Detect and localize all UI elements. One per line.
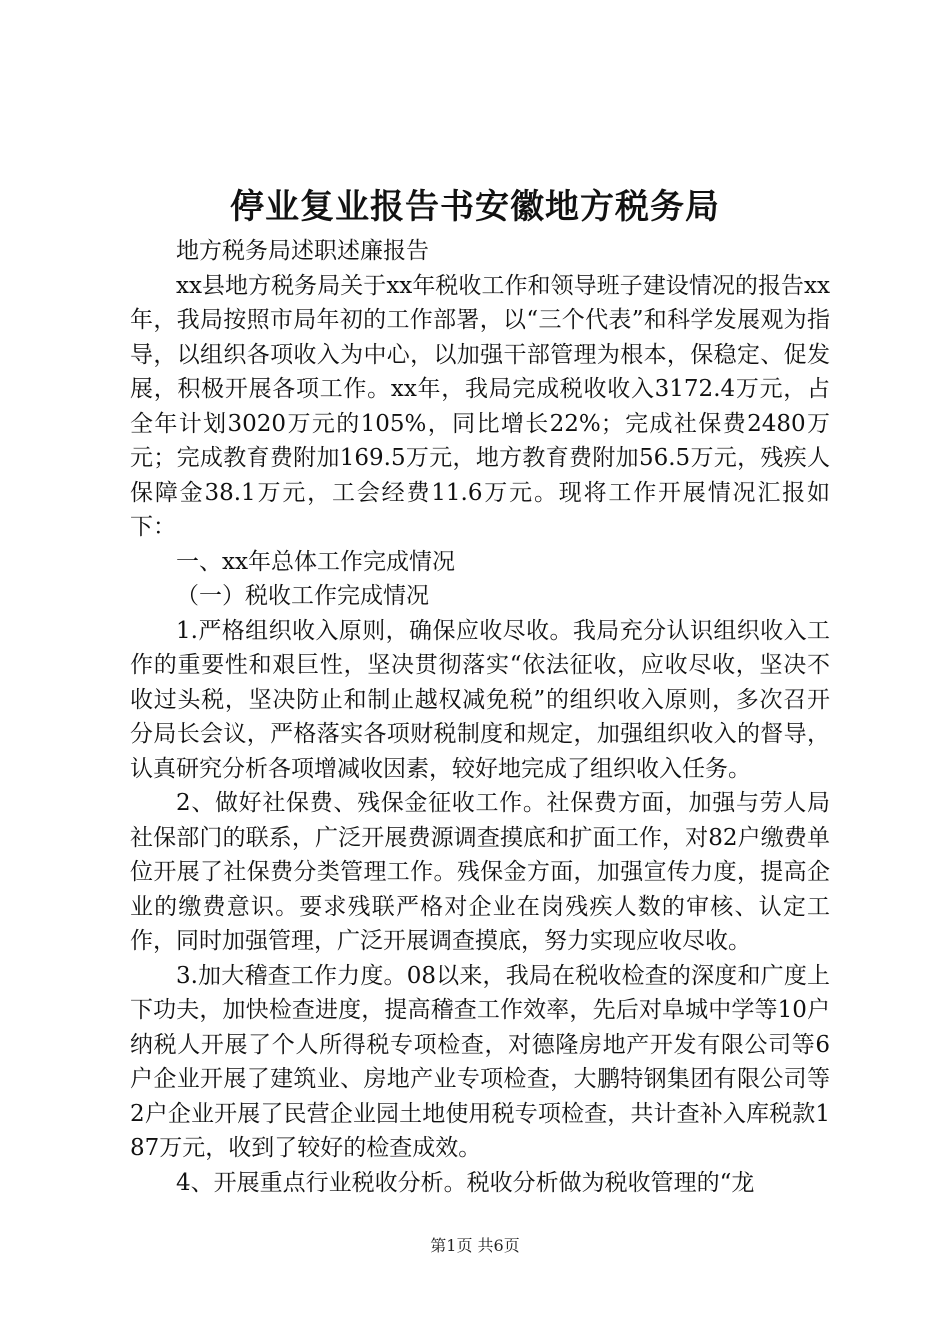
paragraph-intro: xx县地方税务局关于xx年税收工作和领导班子建设情况的报告xx年，我局按照市局年初的工作部署，以“三个代表”和科学发展观为指导，以组织各项收入为中心，以加强干部管理为根本，保稳定、促发展，积极开展各项工作。xx年，我局完成税收收入3172.4万元，占全年计划3020万元的105%，同比增长22%；完成社保费2480万元；完成教育费附加169.5万元，地方教育费附加56.5万元，残疾人保障金38.1万元，工会经费11.6万元。现将工作开展情况汇报如下： [130,272,830,540]
paragraph-item-1: 1.严格组织收入原则，确保应收尽收。我局充分认识组织收入工作的重要性和艰巨性，坚决贯彻落实“依法征收，应收尽收，坚决不收过头税，坚决防止和制止越权减免税”的组织收入原则，多次召开分局长会议，严格落实各项财税制度和规定，加强组织收入的督导，认真研究分析各项增减收因素，较好地完成了组织收入任务。 [130,617,830,782]
paragraph-item-2: 2、做好社保费、残保金征收工作。社保费方面，加强与劳人局社保部门的联系，广泛开展费源调查摸底和扩面工作，对82户缴费单位开展了社保费分类管理工作。残保金方面，加强宣传力度，提高企业的缴费意识。要求残联严格对企业在岗残疾人数的审核、认定工作，同时加强管理，广泛开展调查摸底，努力实现应收尽收。 [130,790,830,954]
paragraph-item-3: 3.加大稽查工作力度。08以来，我局在税收检查的深度和广度上下功夫，加快检查进度，提高稽查工作效率，先后对阜城中学等10户纳税人开展了个人所得税专项检查，对德隆房地产开发有限公司等6户企业开展了建筑业、房地产业专项检查，大鹏特钢集团有限公司等2户企业开展了民营企业园土地使用税专项检查，共计查补入库税款187万元，收到了较好的检查成效。 [130,962,830,1161]
document-body [130,234,830,1200]
section-heading-1: 一、xx年总体工作完成情况 [176,548,455,575]
document-title: 停业复业报告书安徽地方税务局 [230,187,720,227]
subsection-heading-1: （一）税收工作完成情况 [176,583,429,609]
paragraph-subtitle: 地方税务局述职述廉报告 [176,238,429,264]
page-footer: 第1页 共6页 [430,1236,520,1255]
paragraph-item-4: 4、开展重点行业税收分析。税收分析做为税收管理的“龙 [176,1169,755,1196]
